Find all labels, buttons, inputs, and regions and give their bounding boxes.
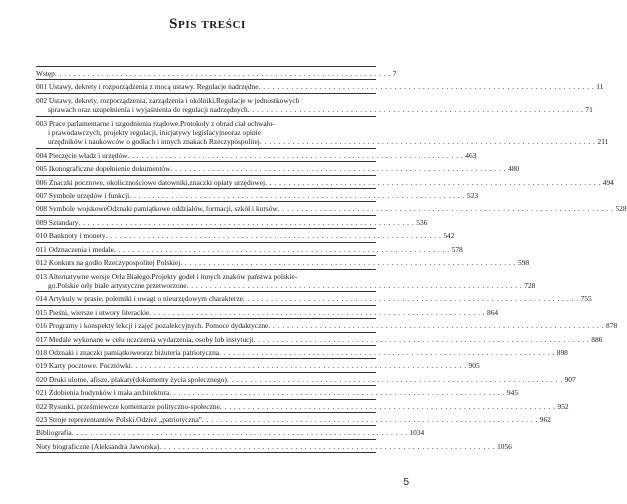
toc-entry-line: 011 Odznaczenia i medale (36, 244, 114, 254)
toc-entry (36, 202, 627, 215)
toc-entry-page: 494 (602, 177, 614, 187)
toc-entry-title (36, 151, 463, 160)
leader-dots: . . . . . . . . . . . . . . . . . . . . . . . . . . . . . . . . . . . . . . . . . . . . . . . . . . . . . . . . . . . . . . . . . . . . . . . . (202, 414, 538, 424)
toc-entry-page: 211 (597, 137, 609, 147)
toc-entry-page: 1056 (497, 441, 512, 451)
toc-entry-page: 528 (615, 204, 627, 214)
leader-dots: . . . . . . . . . . . . . . . . . . . . . . . . . . . . . . . . . . . . . . . . . . . . . . . . . . . . . . . . . . . . . . . . . . . . . . . . (54, 69, 391, 78)
toc-entry-title (36, 218, 414, 227)
leader-dots: . . . . . . . . . . . . . . . . . . . . . . . . . . . . . . . . . . . . . . . . . . . . . . . . . . . . . . . . . . . . . . . . . . . . . . . . (247, 105, 584, 115)
toc-entry-line: 021 Zdobienia budynków i mała architektura (36, 388, 170, 398)
toc-entry-title (36, 428, 407, 437)
leader-dots: . . . . . . . . . . . . . . . . . . . . . . . . . . . . . . . . . . . . . . . . . . . . . . . . . . . . . . . . . . . . . . . . . . . . . . . . (149, 307, 486, 317)
toc-entry-page: 536 (416, 217, 428, 227)
toc-entry-page: 945 (506, 388, 519, 398)
toc-entry-page: 480 (508, 164, 520, 174)
toc-entry-title (36, 82, 594, 91)
toc-entry-page: 1034 (409, 428, 425, 438)
leader-dots: . . . . . . . . . . . . . . . . . . . . . . . . . . . . . . . . . . . . . . . . . . . . . . . . . . . . . . . . . . . . . . . . . . . . . . . . (169, 388, 505, 398)
toc-entry-title (36, 415, 538, 424)
toc-entry-line: 019 Karty pocztowe. Pocztówki (36, 361, 131, 371)
leader-dots: . . . . . . . . . . . . . . . . . . . . . . . . . . . . . . . . . . . . . . . . . . . . . . . . . . . . . . . . . . . . . . . . . . . . . . . . (186, 280, 523, 290)
toc-entry (36, 373, 576, 386)
toc-entry (36, 400, 569, 413)
page-number: 5 (403, 477, 409, 488)
toc-entry-title (36, 321, 604, 330)
toc-entry-title (36, 348, 555, 357)
toc-entry-line: 010 Banknoty i monety (36, 231, 106, 241)
toc-entry-line: 012 Konkurs na godło Rzeczypospolitej Polskiej (36, 258, 181, 268)
toc-entry-line: urzędników i naukowców o godłach i innych znakach Rzeczypospolitej (48, 137, 260, 147)
toc-entry-page: 962 (539, 414, 551, 424)
toc-entry-line: Noty biograficzne (Aleksandra Jaworska) (36, 441, 160, 451)
toc-entry-page: 728 (524, 280, 536, 290)
toc-entry-title (36, 204, 613, 213)
toc-entry-title (36, 164, 506, 173)
toc-entry (36, 319, 618, 332)
toc-entry-title (36, 294, 579, 303)
toc-entry (36, 94, 593, 117)
toc-entry-page: 71 (585, 105, 593, 115)
toc-entry-line: 003 Prace parlamentarne i uzgodnienia rządowe.Protokoły z obrad ciał uchwało- (36, 118, 275, 128)
toc-entry-line: Bibliografia (36, 428, 72, 438)
toc-entry-line: 015 Pieśni, wiersze i utwory literackie (36, 307, 150, 317)
toc-entry (36, 292, 592, 305)
leader-dots: . . . . . . . . . . . . . . . . . . . . . . . . . . . . . . . . . . . . . . . . . . . . . . . . . . . . . . . . . . . . . . . . . . . . . . . . (180, 258, 517, 268)
toc-entry-title (36, 258, 516, 267)
toc-entry-line: Wstęp (36, 69, 55, 78)
toc-entry-title (36, 119, 596, 147)
toc-entry (36, 243, 463, 256)
toc-entry-page: 11 (596, 82, 604, 92)
toc-entry-page: 7 (392, 69, 397, 78)
toc-entry-line: sprawach oraz uzupełnienia i wyjaśnienia do regulacji nadrzędnych (48, 105, 248, 115)
table-of-contents (36, 66, 627, 453)
leader-dots: . . . . . . . . . . . . . . . . . . . . . . . . . . . . . . . . . . . . . . . . . . . . . . . . . . . . . . . . . . . . . . . . . . . . . . . . (226, 374, 563, 384)
toc-entry-title (36, 402, 556, 411)
toc-entry (36, 216, 428, 229)
toc-entry-line: 007 Symbole urzędów i funkcji (36, 191, 130, 201)
leader-dots: . . . . . . . . . . . . . . . . . . . . . . . . . . . . . . . . . . . . . . . . . . . . . . . . . . . . . . . . . . . . . . . . . . . . . . . . (265, 177, 601, 187)
toc-entry-title (36, 308, 485, 317)
leader-dots: . . . . . . . . . . . . . . . . . . . . . . . . . . . . . . . . . . . . . . . . . . . . . . . . . . . . . . . . . . . . . . . . . . . . . . . . (71, 428, 408, 438)
toc-entry-page: 907 (564, 374, 576, 384)
toc-entry-page: 864 (487, 307, 499, 317)
toc-entry-page: 952 (557, 401, 569, 411)
leader-dots: . . . . . . . . . . . . . . . . . . . . . . . . . . . . . . . . . . . . . . . . . . . . . . . . . . . . . . . . . . . . . . . . . . . . . . . . (268, 321, 605, 331)
toc-entry (36, 80, 604, 93)
toc-entry (36, 149, 477, 162)
leader-dots: . . . . . . . . . . . . . . . . . . . . . . . . . . . . . . . . . . . . . . . . . . . . . . . . . . . . . . . . . . . . . . . . . . . . . . . . (170, 164, 507, 174)
toc-entry (36, 229, 455, 242)
toc-entry-title (36, 335, 589, 344)
toc-entry-page: 898 (556, 347, 568, 357)
toc-entry-line: 014 Artykuły w prasie, polemiki i uwagi o nieurzędowym charakterze (36, 294, 243, 304)
leader-dots: . . . . . . . . . . . . . . . . . . . . . . . . . . . . . . . . . . . . . . . . . . . . . . . . . . . . . . . . . . . . . . . . . . . . . . . . (258, 82, 595, 92)
toc-entry-line: 016 Programy i konspekty lekcji i zajęć pozalekcyjnych. Pomoce dydaktyczne (36, 321, 269, 331)
toc-entry (36, 333, 603, 346)
toc-entry (36, 189, 479, 202)
toc-entry-page: 878 (606, 321, 618, 331)
toc-entry-title (36, 69, 391, 78)
toc-entry-title (36, 231, 441, 240)
leader-dots: . . . . . . . . . . . . . . . . . . . . . . . . . . . . . . . . . . . . . . . . . . . . . . . . . . . . . . . . . . . . . . . . . . . . . . . . (242, 294, 579, 304)
toc-entry-line: i prawodawczych, projekty regulacji, inicjatywy legislacyjneoraz opinie (48, 128, 262, 138)
toc-entry-page: 886 (591, 334, 603, 344)
leader-dots: . . . . . . . . . . . . . . . . . . . . . . . . . . . . . . . . . . . . . . . . . . . . . . . . . . . . . . . . . . . . . . . . . . . . . . . . (127, 150, 464, 160)
toc-entry (36, 346, 568, 359)
toc-entry (36, 426, 425, 439)
leader-dots: . . . . . . . . . . . . . . . . . . . . . . . . . . . . . . . . . . . . . . . . . . . . . . . . . . . . . . . . . . . . . . . . . . . . . . . . (159, 441, 496, 451)
leader-dots: . . . . . . . . . . . . . . . . . . . . . . . . . . . . . . . . . . . . . . . . . . . . . . . . . . . . . . . . . . . . . . . . . . . . . . . . (78, 217, 415, 227)
toc-entry (36, 67, 397, 80)
toc-entry (36, 162, 520, 175)
toc-entry-line: 008 Symbole wojskoweOdznaki pamiątkowe oddziałów, formacji, szkół i kursów (36, 204, 278, 214)
toc-entry-line: 006 Znaczki pocztowe, okolicznościowe datowniki,znaczki opłaty urzędowej (36, 177, 266, 187)
toc-entry-page: 523 (466, 191, 479, 201)
toc-entry (36, 176, 614, 189)
toc-entry-title (36, 191, 465, 200)
toc-entry (36, 440, 512, 453)
toc-entry-page: 542 (443, 231, 455, 241)
toc-entry-title (36, 361, 467, 370)
toc-entry-title (36, 442, 495, 451)
toc-entry-page: 598 (518, 258, 530, 268)
leader-dots: . . . . . . . . . . . . . . . . . . . . . . . . . . . . . . . . . . . . . . . . . . . . . . . . . . . . . . . . . . . . . . . . . . . . . . . . (130, 361, 467, 371)
leader-dots: . . . . . . . . . . . . . . . . . . . . . . . . . . . . . . . . . . . . . . . . . . . . . . . . . . . . . . . . . . . . . . . . . . . . . . . . (129, 191, 465, 201)
toc-entry-title (36, 272, 522, 291)
toc-entry-page: 755 (580, 294, 592, 304)
toc-entry-line: 018 Odznaki i znaczki pamiątkoweoraz biżuteria patriotyczna (36, 347, 220, 357)
leader-dots: . . . . . . . . . . . . . . . . . . . . . . . . . . . . . . . . . . . . . . . . . . . . . . . . . . . . . . . . . . . . . . . . . . . . . . . . (259, 137, 596, 147)
toc-entry-title (36, 375, 563, 384)
leader-dots: . . . . . . . . . . . . . . . . . . . . . . . . . . . . . . . . . . . . . . . . . . . . . . . . . . . . . . . . . . . . . . . . . . . . . . . . (253, 334, 590, 344)
toc-entry-line: 001 Ustawy, dekrety i rozporządzenia z mocą ustawy. Regulacje nadrzędne (36, 82, 259, 92)
toc-entry-title (36, 245, 450, 254)
toc-entry (36, 413, 551, 426)
toc-entry-title (36, 178, 601, 187)
toc-entry (36, 359, 480, 372)
toc-entry-page: 463 (465, 150, 477, 160)
toc-entry (36, 306, 499, 319)
leader-dots: . . . . . . . . . . . . . . . . . . . . . . . . . . . . . . . . . . . . . . . . . . . . . . . . . . . . . . . . . . . . . . . . . . . . . . . . (219, 401, 556, 411)
toc-entry (36, 386, 519, 399)
toc-entry-page: 578 (451, 244, 463, 254)
toc-entry-line: 005 Ikonograficzne dopełnienie dokumentów (36, 164, 171, 174)
toc-entry-line: 022 Rysunki, prześmiewcze komentarze polityczno-społeczne (36, 401, 220, 411)
toc-entry-page: 905 (468, 361, 480, 371)
toc-entry (36, 270, 536, 293)
toc-entry-line: 002 Ustawy, dekrety, rozporządzenia, zarządzenia i okólniki.Regulacje w jednostkowych (36, 95, 300, 105)
toc-entry-title (36, 388, 505, 397)
toc-entry-line: 023 Stroje reprezentantów Polski.Odzież „patriotyczna” (36, 414, 203, 424)
toc-entry-line: 009 Sztandary (36, 217, 79, 227)
leader-dots: . . . . . . . . . . . . . . . . . . . . . . . . . . . . . . . . . . . . . . . . . . . . . . . . . . . . . . . . . . . . . . . . . . . . . . . . (105, 231, 442, 241)
toc-entry (36, 256, 530, 269)
toc-entry (36, 117, 609, 149)
toc-entry-line: 020 Druki ulotne, afisze, plakaty(dokumenty życia społecznego) (36, 374, 227, 384)
toc-entry-line: 004 Pieczęcie władz i urzędów (36, 150, 128, 160)
toc-entry-line: 017 Medale wykonane w celu uczczenia wydarzenia, osoby lub instytucji (36, 334, 254, 344)
leader-dots: . . . . . . . . . . . . . . . . . . . . . . . . . . . . . . . . . . . . . . . . . . . . . . . . . . . . . . . . . . . . . . . . . . . . . . . . (113, 244, 450, 254)
toc-entry-line: go.Polskie orły białe artystyczne przetworzone (48, 280, 187, 290)
toc-entry-line: 013 Alternatywne wersje Orła Białego.Projekty godeł i innych znaków państwa polskie- (36, 271, 298, 281)
toc-entry-title (36, 96, 583, 115)
page-title: Spis treści (169, 16, 246, 32)
leader-dots: . . . . . . . . . . . . . . . . . . . . . . . . . . . . . . . . . . . . . . . . . . . . . . . . . . . . . . . . . . . . . . . . . . . . . . . . (277, 204, 614, 214)
leader-dots: . . . . . . . . . . . . . . . . . . . . . . . . . . . . . . . . . . . . . . . . . . . . . . . . . . . . . . . . . . . . . . . . . . . . . . . . (219, 347, 555, 357)
